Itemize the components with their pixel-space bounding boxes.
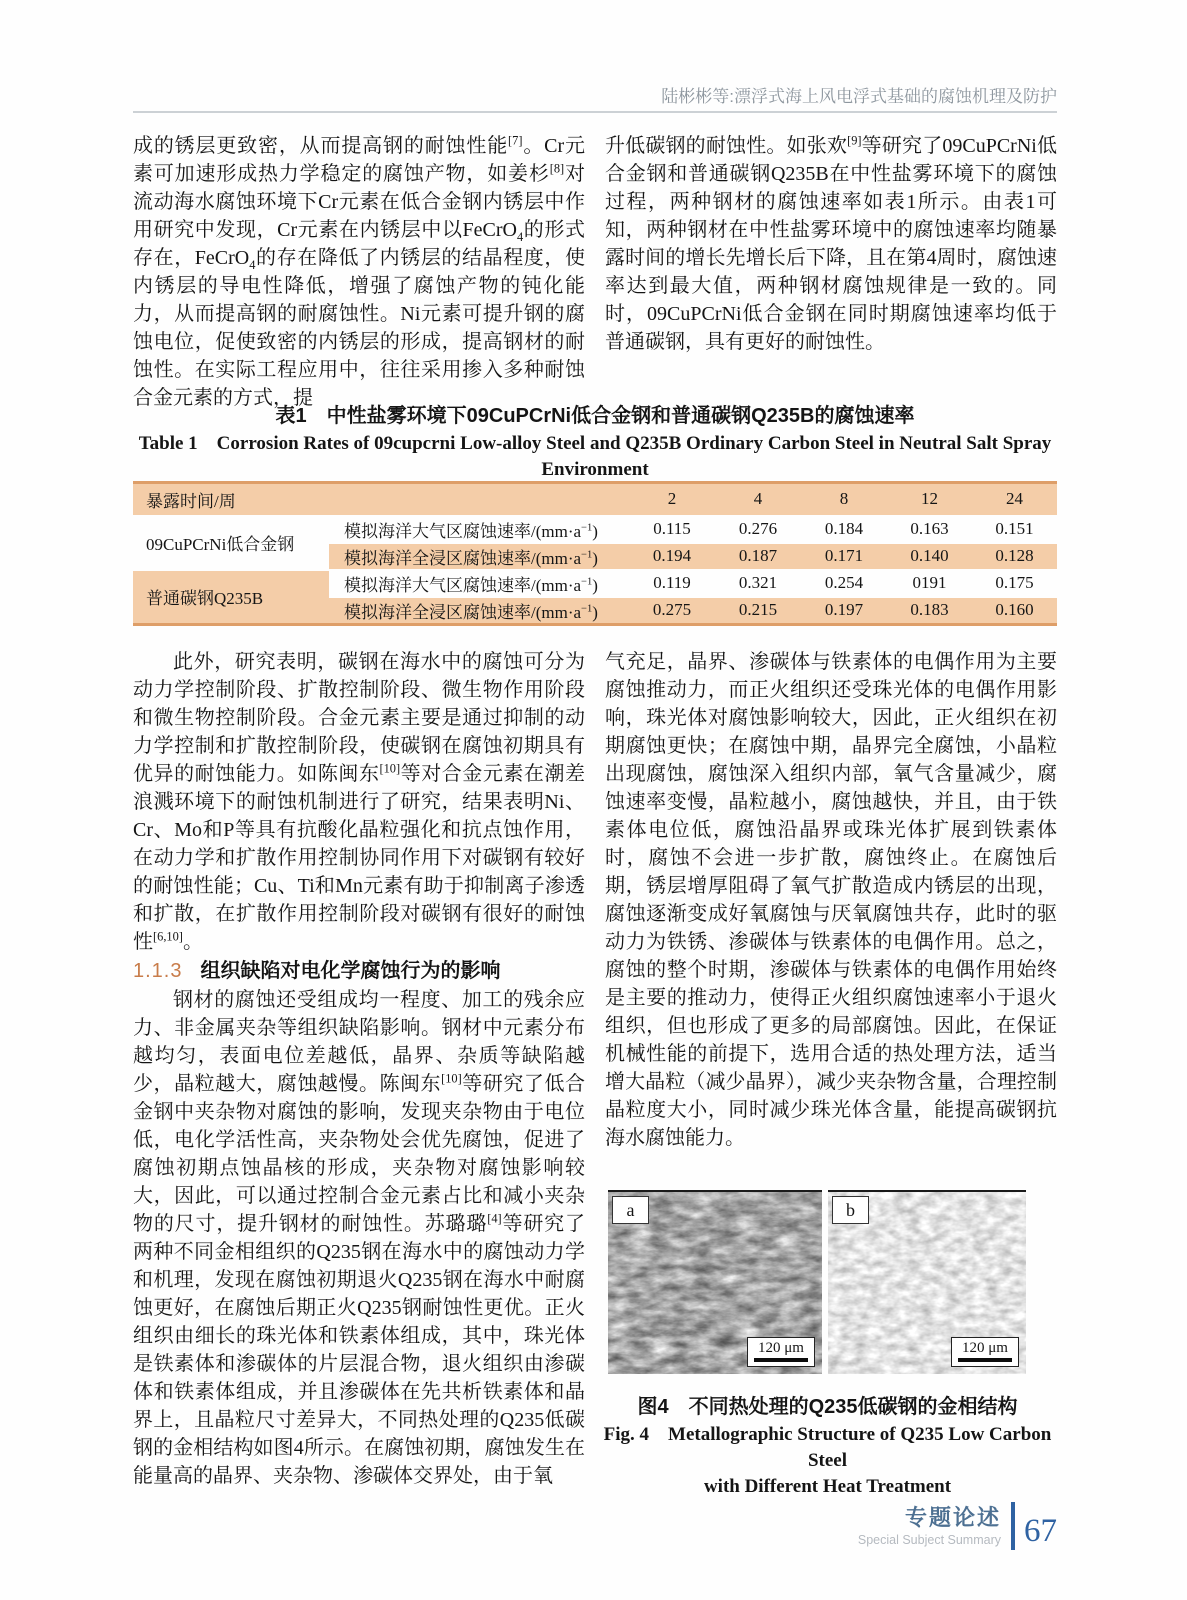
footer-section <box>858 1506 1001 1547</box>
figure4-caption <box>598 1392 1057 1500</box>
footer-section-zh: 专题论述 <box>904 1504 1001 1530</box>
scale-bar <box>754 1358 808 1362</box>
value-cell: 0.275 <box>629 597 715 625</box>
figure4-caption-en-line1: Fig. 4 Metallographic Structure of Q235 Low Carbon Steel <box>603 1424 1052 1471</box>
week-header-cell: 2 <box>629 483 715 516</box>
measure-cell: 模拟海洋大气区腐蚀速率$/(mm\cdot a^{-1})$ <box>329 516 629 543</box>
table1-body <box>133 516 1057 625</box>
paragraph: 此外，研究表明，碳钢在海水中的腐蚀可分为动力学控制阶段、扩散控制阶段、微生物作用阶段和微生物控制阶段。合金元素主要是通过抑制的动力学控制和扩散控制阶段，使碳钢在腐蚀初期具有优异的耐蚀能力。如陈闽东[10]等对合金元素在潮差浪溅环境下的耐蚀机制进行了研究，结果表明Ni、Cr、Mo和P等具有抗酸化晶粒强化和抗点蚀作用，在动力学和扩散作用控制协同作用下对碳钢有较好的耐蚀性能；Cu、Ti和Mn元素有助于抑制离子渗透和扩散，在扩散作用控制阶段对碳钢有很好的耐蚀性[6,10]。 <box>133 651 586 953</box>
week-header-cell: 8 <box>801 483 887 516</box>
right-column-a <box>605 132 1057 412</box>
scale-bar <box>958 1358 1012 1362</box>
table1-caption-en-line2: Environment <box>541 459 649 480</box>
section-heading-1-1-3 <box>133 956 585 986</box>
table1-caption-zh: 表1 中性盐雾环境下09CuPCrNi低合金钢和普通碳钢Q235B的腐蚀速率 <box>275 405 915 427</box>
figure4 <box>598 1190 1057 1500</box>
figure4-caption-zh: 图4 不同热处理的Q235低碳钢的金相结构 <box>637 1396 1018 1418</box>
value-cell: 0.140 <box>887 543 972 570</box>
figure4-caption-en-line2: with Different Heat Treatment <box>703 1476 952 1497</box>
paragraph: 升低碳钢的耐蚀性。如张欢[9]等研究了09CuPCrNi低合金钢和普通碳钢Q235B在中性盐雾环境下的腐蚀过程，两种钢材的腐蚀速率如表1所示。由表1可知，两种钢材在中性盐雾环境中的腐蚀速率均随暴露时间的增长先增长后下降，且在第4周时，腐蚀速率达到最大值，两种钢材腐蚀规律是一致的。同时，09CuPCrNi低合金钢在同时期腐蚀速率均低于普通碳钢，具有更好的耐蚀性。 <box>605 133 1058 353</box>
value-cell: 0.171 <box>801 543 887 570</box>
value-cell: 0.194 <box>629 543 715 570</box>
paragraph: 成的锈层更致密，从而提高钢的耐蚀性能[7]。Cr元素可加速形成热力学稳定的腐蚀产物，如姜杉[8]对流动海水腐蚀环境下Cr元素在低合金钢内锈层中作用研究中发现，Cr元素在内锈层中以FeCrO$_4$的形式存在，FeCrO$_4$的存在降低了内锈层的结晶程度，使内锈层的导电性降低，增强了腐蚀产物的钝化能力，从而提高钢的耐腐蚀性。Ni元素可提升钢的腐蚀电位，促使致密的内锈层的形成，提高钢材的耐蚀性。在实际工程应用中，往往采用掺入多种耐蚀合金元素的方式，提 <box>133 133 586 409</box>
value-cell: 0.215 <box>715 597 801 625</box>
value-cell: 0.119 <box>629 570 715 597</box>
panel-b-scale <box>951 1337 1019 1367</box>
page-footer <box>600 1497 1057 1555</box>
value-cell: 0.184 <box>801 516 887 543</box>
paragraph: 气充足，晶界、渗碳体与铁素体的电偶作用为主要腐蚀推动力，而正火组织还受珠光体的电偶作用影响，珠光体对腐蚀影响较大，因此，正火组织在初期腐蚀更快；在腐蚀中期，晶界完全腐蚀，小晶粒出现腐蚀，腐蚀深入组织内部，氧气含量减少，腐蚀速率变慢，晶粒越小，腐蚀越快，并且，由于铁素体电位低，腐蚀沿晶界或珠光体扩展到铁素体时，腐蚀不会进一步扩散，腐蚀终止。在腐蚀后期，锈层增厚阻碍了氧气扩散造成内锈层的出现，腐蚀逐渐变成好氧腐蚀与厌氧腐蚀共存，此时的驱动力为铁锈、渗碳体与铁素体的电偶作用。总之，腐蚀的整个时期，渗碳体与铁素体的电偶作用始终是主要的推动力，使得正火组织腐蚀速率小于退火组织，但也形成了更多的局部腐蚀。因此，在保证机械性能的前提下，选用合适的热处理方法，适当增大晶粒（减少晶界），减少夹杂物含量，合理控制晶粒度大小，同时减少珠光体含量，能提高碳钢抗海水腐蚀能力。 <box>605 651 1057 1149</box>
table1-caption <box>133 401 1057 483</box>
table-row <box>133 516 1057 543</box>
week-header-cell: 24 <box>972 483 1057 516</box>
value-cell: 0.321 <box>715 570 801 597</box>
week-header-cell: 12 <box>887 483 972 516</box>
value-cell: 0.183 <box>887 597 972 625</box>
section-number: 1.1.3 <box>133 960 183 982</box>
corrosion-rate-table <box>133 481 1057 626</box>
micrograph-panel-b <box>828 1190 1026 1374</box>
micrograph-panel-a <box>608 1190 822 1374</box>
left-column-b <box>133 648 585 1490</box>
measure-cell: 模拟海洋全浸区腐蚀速率$/(mm\cdot a^{-1})$ <box>329 597 629 625</box>
value-cell: 0.197 <box>801 597 887 625</box>
panel-b-label: b <box>832 1196 869 1224</box>
section-a <box>133 132 1057 412</box>
value-cell: 0.276 <box>715 516 801 543</box>
panel-a-scale <box>747 1337 815 1367</box>
footer-accent-bar <box>1011 1502 1015 1550</box>
steel-name-cell: 普通碳钢Q235B <box>133 570 329 625</box>
scale-label: 120 μm <box>962 1340 1008 1356</box>
value-cell: 0.115 <box>629 516 715 543</box>
value-cell: 0.128 <box>972 543 1057 570</box>
value-cell: 0.187 <box>715 543 801 570</box>
scale-label: 120 μm <box>758 1340 804 1356</box>
value-cell: 0191 <box>887 570 972 597</box>
value-cell: 0.163 <box>887 516 972 543</box>
table1-caption-en-line1: Table 1 Corrosion Rates of 09cupcrni Low-alloy Steel and Q235B Ordinary Carbon Steel in Neutral Salt Spray <box>138 433 1052 454</box>
section-title: 组织缺陷对电化学腐蚀行为的影响 <box>200 960 501 982</box>
exposure-time-header: 暴露时间/周 <box>133 483 629 516</box>
figure4-panels <box>598 1190 1057 1374</box>
panel-a-label: a <box>612 1196 649 1224</box>
page-number: 67 <box>1024 1513 1057 1549</box>
measure-cell: 模拟海洋大气区腐蚀速率$/(mm\cdot a^{-1})$ <box>329 570 629 597</box>
header-rule <box>133 111 1057 113</box>
value-cell: 0.151 <box>972 516 1057 543</box>
table-header-row <box>133 483 1057 516</box>
paragraph: 钢材的腐蚀还受组成均一程度、加工的残余应力、非金属夹杂等组织缺陷影响。钢材中元素分布越均匀，表面电位差越低，晶界、杂质等缺陷越少，晶粒越大，腐蚀越慢。陈闽东[10]等研究了低合金钢中夹杂物对腐蚀的影响，发现夹杂物由于电位低，电化学活性高，夹杂物处会优先腐蚀，促进了腐蚀初期点蚀晶核的形成，夹杂物对腐蚀影响较大，因此，可以通过控制合金元素占比和减小夹杂物的尺寸，提升钢材的耐蚀性。苏璐璐[4]等研究了两种不同金相组织的Q235钢在海水中的腐蚀动力学和机理，发现在腐蚀初期退火Q235钢在海水中耐腐蚀更好，在腐蚀后期正火Q235钢耐蚀性更优。正火组织由细长的珠光体和铁素体组成，其中，珠光体是铁素体和渗碳体的片层混合物，退火组织由渗碳体和铁素体组成，并且渗碳体在先共析铁素体和晶界上，且晶粒尺寸差异大，不同热处理的Q235低碳钢的金相结构如图4所示。在腐蚀初期，腐蚀发生在能量高的晶界、夹杂物、渗碳体交界处，由于氧 <box>133 989 586 1487</box>
table-row <box>133 570 1057 597</box>
running-head: 陆彬彬等:漂浮式海上风电浮式基础的腐蚀机理及防护 <box>661 87 1057 106</box>
measure-cell: 模拟海洋全浸区腐蚀速率$/(mm\cdot a^{-1})$ <box>329 543 629 570</box>
steel-name-cell: 09CuPCrNi低合金钢 <box>133 516 329 570</box>
value-cell: 0.175 <box>972 570 1057 597</box>
value-cell: 0.160 <box>972 597 1057 625</box>
footer-section-en: Special Subject Summary <box>857 1532 1001 1547</box>
value-cell: 0.254 <box>801 570 887 597</box>
week-header-cell: 4 <box>715 483 801 516</box>
left-column-a <box>133 132 585 412</box>
